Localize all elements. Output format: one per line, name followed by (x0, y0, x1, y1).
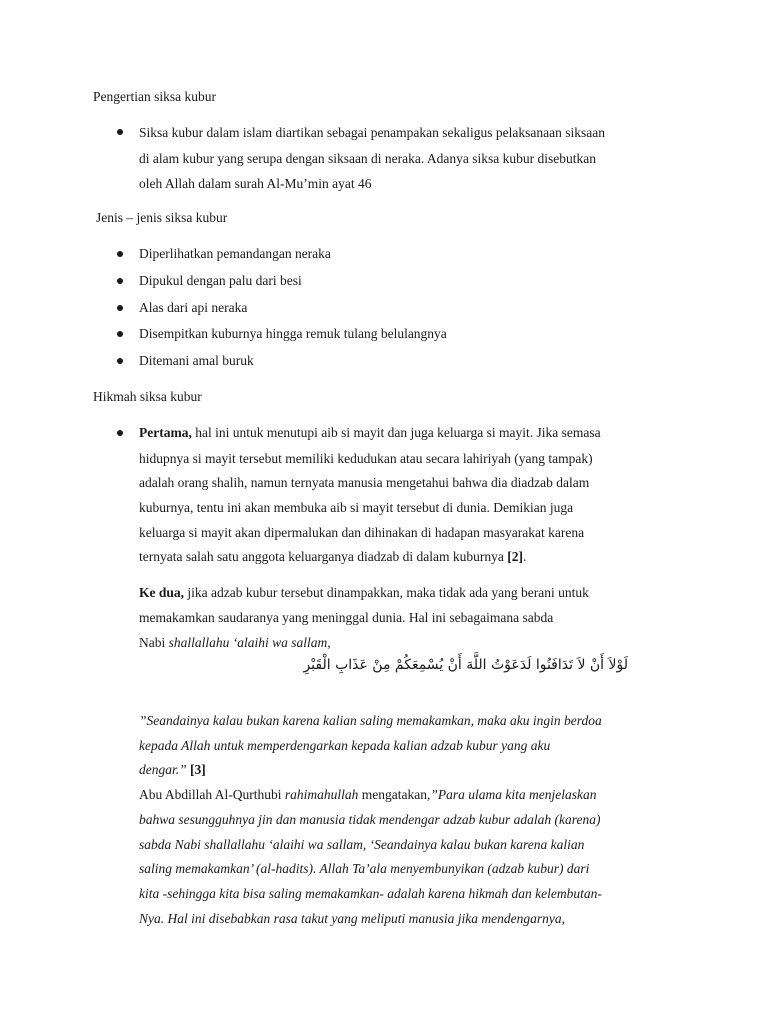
pertama-label: Pertama, (139, 425, 192, 440)
bullet-icon (117, 305, 123, 311)
bullet-icon (117, 251, 123, 257)
arabic-hadith: لَوْلاَ أَنْ لاَ تَدَافَنُوا لَدَعَوْتُ اللَّهَ أَنْ يُسْمِعَكُمْ مِنْ عَذَابِ الْقَبْرِ (303, 657, 628, 673)
paragraph-line: ternyata salah satu anggota keluarganya diadzab di dalam kuburnya [2]. (139, 549, 527, 564)
heading-hikmah: Hikmah siksa kubur (93, 389, 202, 404)
bullet-icon (117, 331, 123, 337)
list-item: Ditemani amal buruk (139, 353, 254, 368)
bullet-icon (117, 358, 123, 364)
kedua-label: Ke dua, (139, 585, 185, 600)
list-item: Dipukul dengan palu dari besi (139, 273, 302, 288)
paragraph-line: kuburnya, tentu ini akan membuka aib si mayit tersebut di dunia. Demikian juga (139, 500, 574, 515)
paragraph-line: oleh Allah dalam surah Al-Mu’min ayat 46 (139, 176, 372, 191)
footnote-ref-2[interactable]: [2] (507, 549, 523, 564)
list-item: Alas dari api neraka (139, 300, 248, 315)
paragraph-line: Ke dua, jika adzab kubur tersebut dinampakkan, maka tidak ada yang berani untuk (139, 585, 589, 600)
translation-line: dengar.” [3] (139, 762, 206, 777)
footnote-ref-3[interactable]: [3] (190, 762, 206, 777)
translation-line: ”Seandainya kalau bukan karena kalian saling memakamkan, maka aku ingin berdoa (139, 713, 602, 728)
bullet-icon (117, 430, 123, 436)
list-item: Disempitkan kuburnya hingga remuk tulang belulangnya (139, 326, 447, 341)
paragraph-line: kita -sehingga kita bisa saling memakamkan- adalah karena hikmah dan kelembutan- (139, 886, 602, 901)
paragraph-line: Abu Abdillah Al-Qurthubi rahimahullah mengatakan,”Para ulama kita menjelaskan (139, 787, 597, 802)
list-item: Diperlihatkan pemandangan neraka (139, 246, 331, 261)
paragraph-line: saling memakamkan’ (al-hadits). Allah Ta’ala menyembunyikan (adzab kubur) dari (139, 861, 590, 876)
paragraph-line: Nya. Hal ini disebabkan rasa takut yang meliputi manusia jika mendengarnya, (139, 911, 565, 926)
paragraph-line: adalah orang shalih, namun ternyata manusia mengetahui bahwa dia diadzab dalam (139, 475, 590, 490)
paragraph-line: Siksa kubur dalam islam diartikan sebagai penampakan sekaligus pelaksanaan siksaan (139, 125, 605, 140)
heading-jenis: Jenis – jenis siksa kubur (96, 210, 228, 225)
paragraph-line: memakamkan saudaranya yang meninggal dunia. Hal ini sebagaimana sabda (139, 610, 554, 625)
paragraph-line: di alam kubur yang serupa dengan siksaan di neraka. Adanya siksa kubur disebutkan (139, 151, 597, 166)
paragraph-line: bahwa sesungguhnya jin dan manusia tidak mendengar adzab kubur adalah (karena) (139, 812, 601, 827)
paragraph-line: sabda Nabi shallallahu ‘alaihi wa sallam, ‘Seandainya kalau bukan karena kalian (139, 837, 585, 852)
bullet-icon (117, 278, 123, 284)
paragraph-line: Nabi shallallahu ‘alaihi wa sallam, (139, 635, 331, 650)
bullet-icon (117, 129, 123, 135)
paragraph-line: keluarga si mayit akan dipermalukan dan dihinakan di hadapan masyarakat karena (139, 525, 585, 540)
heading-pengertian: Pengertian siksa kubur (93, 89, 216, 104)
paragraph-line: hidupnya si mayit tersebut memiliki kedudukan atau secara lahiriyah (yang tampak) (139, 451, 593, 466)
paragraph-line: Pertama, hal ini untuk menutupi aib si mayit dan juga keluarga si mayit. Jika semasa (139, 425, 601, 440)
translation-line: kepada Allah untuk memperdengarkan kepada kalian adzab kubur yang aku (139, 738, 551, 753)
